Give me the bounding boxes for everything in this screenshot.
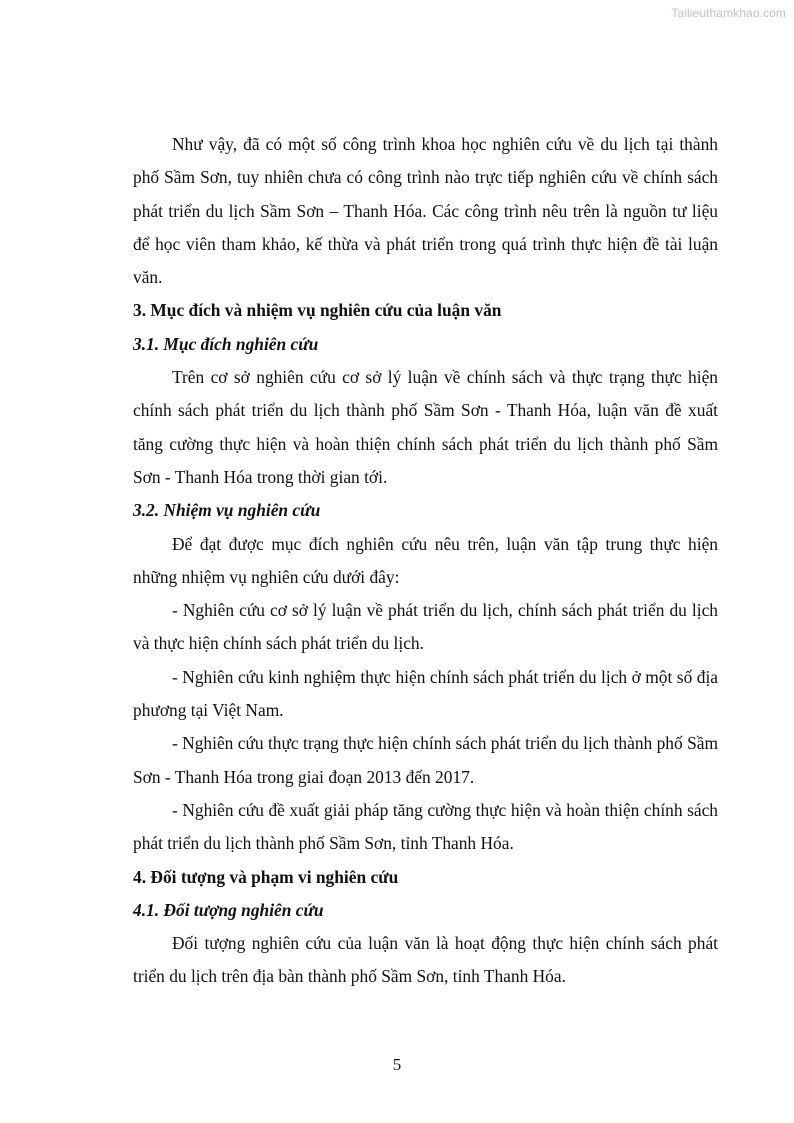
- watermark-text: Tailieuthamkhao.com: [671, 6, 786, 20]
- section-4-1-paragraph: Đối tượng nghiên cứu của luận văn là hoạt động thực hiện chính sách phát triển du lịch trên địa bàn thành phố Sầm Sơn, tỉnh Thanh Hóa.: [133, 933, 718, 987]
- page-body: [133, 128, 718, 994]
- intro-paragraph: Như vậy, đã có một số công trình khoa học nghiên cứu về du lịch tại thành phố Sầm Sơn, tuy nhiên chưa có công trình nào trực tiếp nghiên cứu về chính sách phát triển du lịch Sầm Sơn – Thanh Hóa. Các công trình nêu trên là nguồn tư liệu để học viên tham khảo, kế thừa và phát triển trong quá trình thực hiện đề tài luận văn.: [133, 134, 718, 288]
- section-3-heading: 3. Mục đích và nhiệm vụ nghiên cứu của luận văn: [133, 300, 502, 321]
- section-3-2-heading: 3.2. Nhiệm vụ nghiên cứu: [133, 500, 321, 521]
- section-4-1-heading: 4.1. Đối tượng nghiên cứu: [133, 899, 324, 920]
- task-item-2: - Nghiên cứu kinh nghiệm thực hiện chính sách phát triển du lịch ở một số địa phương tại Việt Nam.: [133, 666, 718, 721]
- section-4-heading: 4. Đối tượng và phạm vi nghiên cứu: [133, 866, 399, 887]
- section-3-1-heading: 3.1. Mục đích nghiên cứu: [133, 333, 319, 354]
- task-item-4: - Nghiên cứu đề xuất giải pháp tăng cường thực hiện và hoàn thiện chính sách phát triển du lịch thành phố Sầm Sơn, tỉnh Thanh Hóa.: [133, 799, 718, 854]
- task-item-3: - Nghiên cứu thực trạng thực hiện chính sách phát triển du lịch thành phố Sầm Sơn - Thanh Hóa trong giai đoạn 2013 đến 2017.: [133, 733, 718, 787]
- section-3-2-paragraph: Để đạt được mục đích nghiên cứu nêu trên, luận văn tập trung thực hiện những nhiệm vụ nghiên cứu dưới đây:: [133, 533, 718, 587]
- section-3-1-paragraph: Trên cơ sở nghiên cứu cơ sở lý luận về chính sách và thực trạng thực hiện chính sách phát triển du lịch thành phố Sầm Sơn - Thanh Hóa, luận văn đề xuất tăng cường thực hiện và hoàn thiện chính sách phát triển du lịch thành phố Sầm Sơn - Thanh Hóa trong thời gian tới.: [133, 367, 718, 487]
- task-item-1: - Nghiên cứu cơ sở lý luận về phát triển du lịch, chính sách phát triển du lịch và thực hiện chính sách phát triển du lịch.: [133, 600, 718, 654]
- page-number: 5: [392, 1055, 402, 1074]
